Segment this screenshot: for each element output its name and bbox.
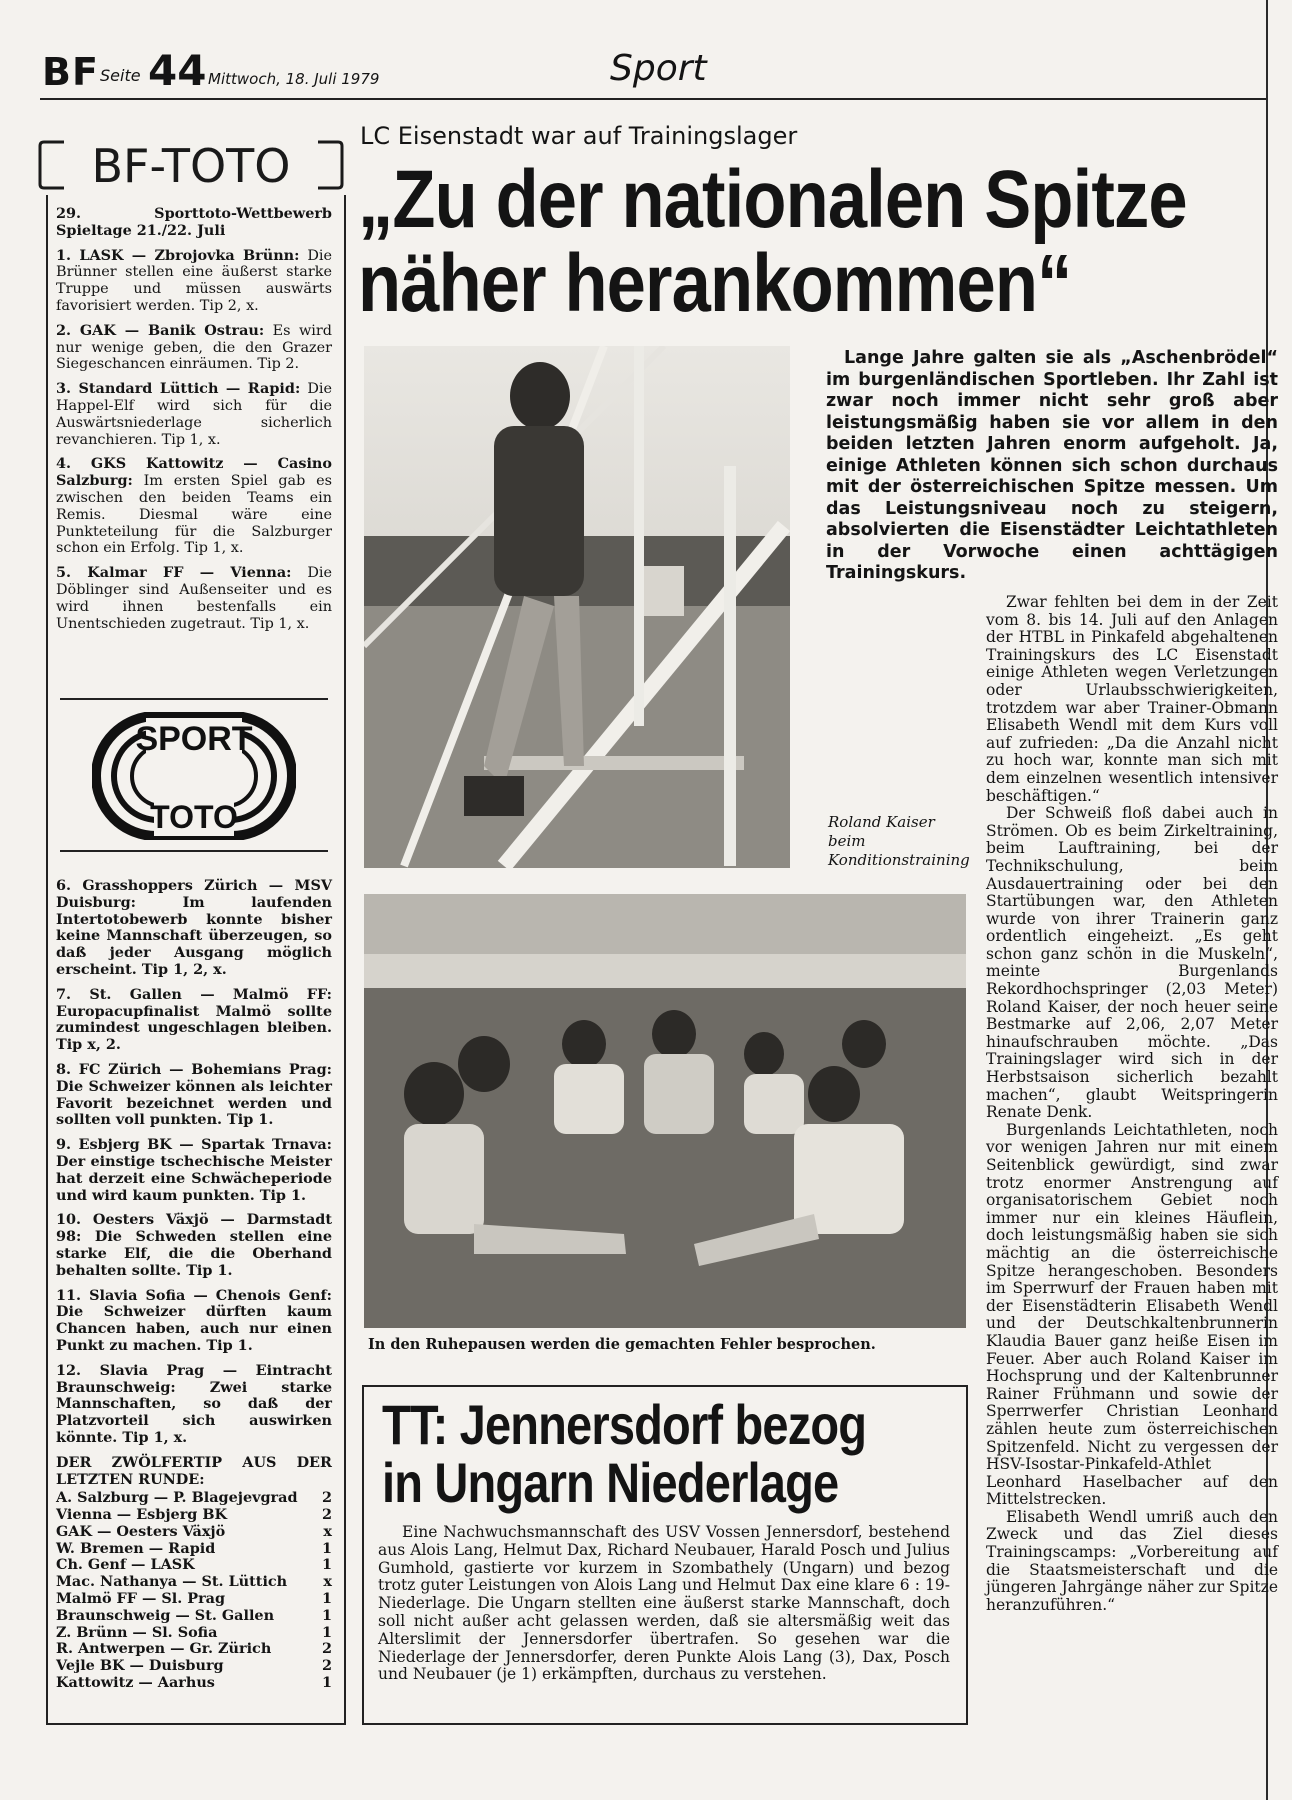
toto-tip: 9. Esbjerg BK — Spartak Trnava: Der einstige tschechische Meister hat derzeit eine Schwächeperiode und wird kaum punkten. Tip 1.: [56, 1136, 332, 1204]
result-match: R. Antwerpen — Gr. Zürich: [56, 1640, 272, 1658]
result-tip: 1: [321, 1623, 332, 1641]
result-row: [56, 1675, 332, 1692]
result-match: A. Salzburg — P. Blagejevgrad: [56, 1489, 298, 1507]
logo-text-sport: SPORT: [135, 720, 253, 758]
result-row: [56, 1490, 332, 1507]
toto-tip: 11. Slavia Sofia — Chenois Genf: Die Schweizer dürften kaum Chancen haben, auch nur einen Punkt zu machen. Tip 1.: [56, 1286, 332, 1354]
toto-separator: [60, 698, 328, 700]
toto-tip: 3. Standard Lüttich — Rapid: Die Happel-Elf wird sich für die Auswärtsniederlage sicherlich revanchieren. Tip 1, x.: [56, 380, 332, 448]
article-kicker: LC Eisenstadt war auf Trainingslager: [360, 122, 798, 150]
result-match: Braunschweig — St. Gallen: [56, 1606, 275, 1624]
tt-body: Eine Nachwuchsmannschaft des USV Vossen Jennersdorf, bestehend aus Alois Lang, Helmut Dax, Richard Neubauer, Harald Posch und Julius Gumhold, gastierte vor kurzem in Szombathely (Ungarn) und bezog trotz guter Leistungen von Alois Lang und Helmut Dax eine klare 6 : 19-Niederlage. Die Ungarn stellten eine äußerst starke Mannschaft, doch soll nicht außer acht gelassen werden, daß sie altersmäßig weit das Alterslimit der Jennersdorfer übertrafen. So gesehen war die Niederlage der Jennersdorfer, deren Punkte Alois Lang (3), Dax, Posch und Neubauer (je 1) erkämpften, durchaus zu verstehen.: [378, 1523, 950, 1684]
section-title: Sport: [610, 48, 707, 89]
article-body: [986, 594, 1278, 1614]
result-row: [56, 1625, 332, 1642]
result-row: [56, 1591, 332, 1608]
result-tip: x: [323, 1573, 332, 1591]
result-match: Z. Brünn — Sl. Sofia: [56, 1623, 218, 1641]
result-tip: 1: [321, 1606, 332, 1624]
issue-date: Mittwoch, 18. Juli 1979: [208, 70, 380, 88]
toto-tip: 6. Grasshoppers Zürich — MSV Duisburg: Im laufenden Intertotobewerb konnte bisher keine Mannschaft überzeugen, so daß jeder Ausgang möglich erscheint. Tip 1, 2, x.: [56, 877, 333, 978]
result-row: [56, 1524, 332, 1541]
toto-tip: 1. LASK — Zbrojovka Brünn: Die Brünner stellen eine äußerst starke Truppe und müssen auswärts favorisiert werden. Tip 2, x.: [56, 246, 333, 314]
photo2-caption: In den Ruhepausen werden die gemachten Fehler besprochen.: [368, 1336, 876, 1353]
photo1-caption: Roland Kaiser beim Konditionstraining: [828, 813, 970, 869]
tt-headline: TT: Jennersdorf bezog in Ungarn Niederlage: [382, 1393, 867, 1514]
results-title: DER ZWÖLFERTIP AUS DER LETZTEN RUNDE:: [56, 1453, 332, 1488]
toto-tip: 4. GKS Kattowitz — Casino Salzburg: Im ersten Spiel gab es zwischen den beiden Teams ein Remis. Diesmal wäre eine Punkteteilung für die Salzburger schon ein Erfolg. Tip 1, x.: [56, 455, 332, 557]
result-row: [56, 1574, 332, 1591]
photo-stairs-training: [364, 346, 790, 868]
result-match: GAK — Oesters Växjö: [56, 1522, 226, 1540]
body-paragraph: Der Schweiß floß dabei auch in Strömen. Ob es beim Zirkeltraining, beim Lauftraining, bei der Technikschulung, beim Ausdauertraining oder bei den Startübungen war, den Athleten wurde von ihrer Trainerin ganz ordentlich eingeheizt. „Es geht schon ganz schön in die Muskeln“, meinte Burgenlands Rekordhochspringer (2,03 Meter) Roland Kaiser, der noch heuer seine Bestmarke auf 2,06, 2,07 Meter hinaufschrauben möchte. „Das Trainingslager wird sich in der Herbstsaison sicherlich bezahlt machen“, glaubt Weitspringerin Renate Denk.: [986, 804, 1278, 1122]
masthead-rule: [40, 98, 1268, 100]
result-tip: 2: [321, 1640, 332, 1658]
article-lead: Lange Jahre galten sie als „Aschenbrödel“ im burgenländischen Sportleben. Ihr Zahl ist zwar noch immer nicht sehr groß aber leistungsmäßig haben sie vor allem in den beiden letzten Jahren enorm aufgeholt. Ja, einige Athleten können sich schon durchaus mit der österreichischen Spitze messen. Um das Leistungsniveau noch zu steigern, absolvierten die Eisenstädter Leichtathleten in der Vorwoche einen achttägigen Trainingskurs.: [826, 348, 1278, 583]
article-headline: „Zu der nationalen Spitze näher herankommen“: [358, 154, 1187, 329]
result-tip: 2: [321, 1506, 332, 1524]
result-match: Ch. Genf — LASK: [56, 1556, 195, 1574]
results-table: [56, 1490, 332, 1692]
result-match: Malmö FF — Sl. Prag: [56, 1590, 226, 1608]
body-paragraph: Burgenlands Leichtathleten, noch vor wenigen Jahren nur mit einem Seitenblick gewürdigt, sind zwar trotz enormer Anstrengung auf organisatorischem Gebiet noch immer nur ein kleines Häuflein, doch leistungsmäßig haben sie sich mächtig an die österreichische Spitze herangeschoben. Besonders im Sperrwurf der Frauen haben mit der Eisenstädterin Elisabeth Wendl und der Deutschkaltenbrunnerin Klaudia Bauer ganz heiße Eisen im Feuer. Aber auch Roland Kaiser im Hochsprung und der Kaltenbrunner Rainer Frühmann und sowie der Sperrwerfer Christian Leonhard zählen heute zum österreichischen Spitzenfeld. Nicht zu vergessen der HSV-Isostar-Pinkafeld-Athlet Leonhard Haselbacher auf den Mittelstrecken.: [986, 1120, 1278, 1509]
result-match: Kattowitz — Aarhus: [56, 1674, 215, 1692]
photo-group-rest: [364, 894, 966, 1328]
toto-tip: 5. Kalmar FF — Vienna: Die Döblinger sind Außenseiter und es wird ihnen bestenfalls ein Unentschieden zugetraut. Tip 1, x.: [56, 564, 332, 632]
result-tip: 1: [321, 1556, 332, 1574]
page-label: Seite: [100, 66, 141, 85]
result-row: [56, 1608, 332, 1625]
toto-separator: [60, 850, 328, 852]
toto-tip: 7. St. Gallen — Malmö FF: Europacupfinalist Malmö sollte zumindest ungeschlagen bleiben. Tip x, 2.: [56, 985, 332, 1054]
toto-tip: 12. Slavia Prag — Eintracht Braunschweig: Zwei starke Mannschaften, so daß der Platzvorteil sich auswirken könnte. Tip 1, x.: [56, 1361, 333, 1446]
toto-tip: 8. FC Zürich — Bohemians Prag: Die Schweizer können als leichter Favorit bezeichnet werden und sollten voll punkten. Tip 1.: [56, 1060, 332, 1129]
result-row: [56, 1658, 332, 1675]
toto-tips-bottom: [56, 878, 332, 1692]
result-tip: 1: [321, 1674, 332, 1692]
result-row: [56, 1641, 332, 1658]
result-match: Mac. Nathanya — St. Lüttich: [56, 1573, 288, 1591]
result-match: Vienna — Esbjerg BK: [56, 1506, 228, 1524]
page-number: 44: [148, 46, 207, 95]
toto-header: [38, 138, 344, 192]
body-paragraph: Elisabeth Wendl umriß auch den Zweck und das Ziel dieses Trainingscamps: „Vorbereitung auf die Staatsmeisterschaft und die jüngeren Jahrgänge näher zur Spitze heranzuführen.“: [986, 1507, 1278, 1614]
paper-logo: BF: [42, 50, 99, 94]
toto-tip: 2. GAK — Banik Ostrau: Es wird nur wenige geben, die den Grazer Siegeschancen einräumen. Tip 2.: [56, 321, 332, 373]
toto-header-text: BF-TOTO: [91, 139, 291, 192]
sport-toto-logo: [92, 712, 296, 840]
result-tip: 2: [321, 1657, 332, 1675]
result-row: [56, 1541, 332, 1558]
result-tip: 1: [321, 1590, 332, 1608]
body-paragraph: Zwar fehlten bei dem in der Zeit vom 8. bis 14. Juli auf den Anlagen der HTBL in Pinkafeld abgehaltenen Trainingskurs des LC Eisenstadt einige Athleten wegen Verletzungen oder Urlaubsschwierigkeiten, trotzdem war aber Trainer-Obmann Elisabeth Wendl mit dem Kurs voll auf zufrieden: „Da die Anzahl nicht zu hoch war, konnte man sich mit dem einzelnen wesentlich intensiver beschäftigen.“: [986, 593, 1278, 805]
logo-text-toto: TOTO: [150, 799, 238, 835]
result-match: Vejle BK — Duisburg: [56, 1657, 224, 1675]
result-tip: x: [323, 1522, 332, 1540]
result-row: [56, 1557, 332, 1574]
result-row: [56, 1507, 332, 1524]
result-tip: 1: [321, 1539, 332, 1557]
toto-tip: 10. Oesters Växjö — Darmstadt 98: Die Schweden stellen eine starke Elf, die die Oberhand behalten sollte. Tip 1.: [56, 1211, 333, 1279]
toto-tips-top: [56, 206, 332, 640]
result-tip: 2: [321, 1489, 332, 1507]
toto-intro: 29. Sporttoto-Wettbewerb Spieltage 21./22. Juli: [56, 205, 332, 239]
result-match: W. Bremen — Rapid: [56, 1539, 216, 1557]
